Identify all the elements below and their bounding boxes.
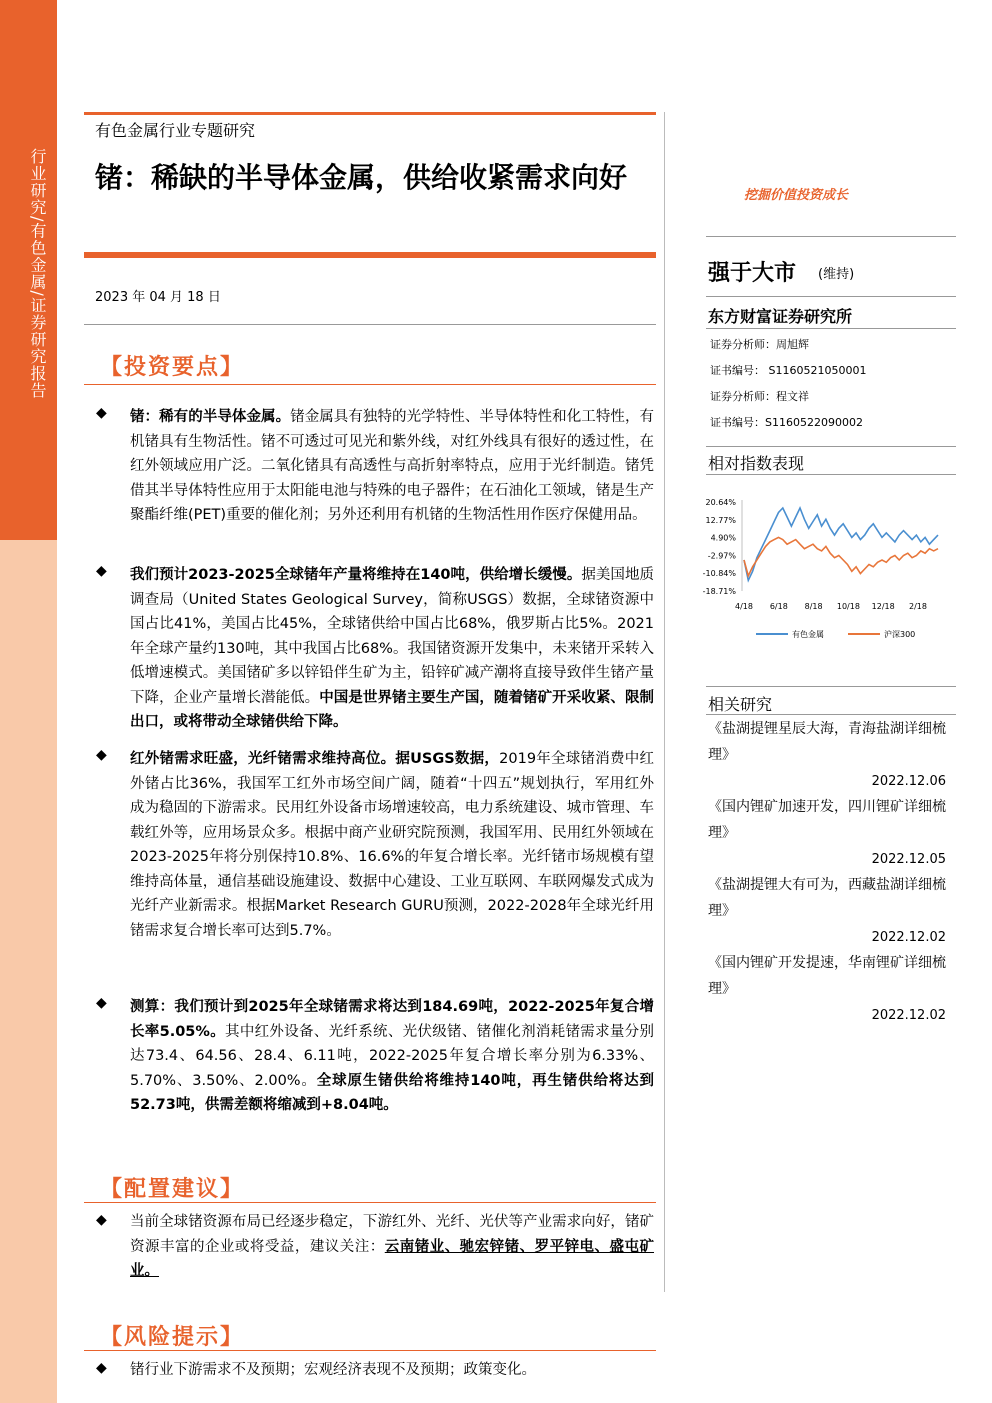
bullet-icon: ◆: [96, 1360, 107, 1376]
column-divider: [664, 112, 665, 1292]
paragraph-4-lead: 测算：我们预计到2025年全球锗需求将达到184.69吨，2022-2025年复合增长率5.05%。: [130, 999, 654, 1040]
date-rule: [84, 324, 656, 325]
paragraph-2-body: 据美国地质调查局（United States Geological Survey，简称USGS）数据，全球锗资源中国占比41%，美国占比45%，全球锗供给中国占比68%，俄罗斯占比5%。2021年全球产量约130吨，其中我国占比68%。我国锗资源开发集中，未来锗开采转入低增速模式。美国锗矿多以锌铅伴生矿为主，铅锌矿减产潮将直接导致伴生锗产量下降，企业产量增长潜能低。: [130, 567, 654, 706]
analyst-1: 证券分析师：周旭辉: [710, 338, 809, 351]
x-tick-label: 8/18: [804, 602, 823, 611]
paragraph-4-body: 其中红外设备、光纤系统、光伏级锗、锗催化剂消耗锗需求量分别达73.4、64.56、28.4、6.11吨，2022-2025年复合增长率分别为6.33%、5.70%、3.50%、2.00%。: [130, 1023, 654, 1089]
paragraph-2-lead: 我们预计2023-2025全球锗年产量将维持在140吨，供给增长缓慢。: [130, 567, 582, 583]
section-rule: [84, 1202, 656, 1203]
y-tick-label: 12.77%: [705, 515, 736, 525]
sidebar-label: 行业研究/有色金属/证券研究报告: [28, 148, 47, 399]
bullet-icon: ◆: [96, 995, 107, 1011]
paragraph-5-body: 当前全球锗资源布局已经逐步稳定，下游红外、光纤、光伏等产业需求向好，锗矿资源丰富的企业或将受益，建议关注：: [130, 1214, 654, 1255]
rating: 强于大市: [708, 261, 797, 286]
related-heading: 相关研究: [708, 695, 773, 714]
bullet-icon: ◆: [96, 1212, 107, 1228]
y-tick-label: 20.64%: [705, 498, 736, 507]
section-investment-points: 【投资要点】: [100, 355, 245, 380]
section-risk: 【风险提示】: [100, 1325, 245, 1350]
section-rule: [84, 1350, 656, 1351]
right-rule: [706, 446, 956, 447]
legend-label: 沪深300: [884, 630, 916, 639]
series-line: [744, 537, 938, 575]
org-name: 东方财富证券研究所: [708, 307, 853, 326]
paragraph-4: [130, 995, 654, 1118]
paragraph-5: [130, 1210, 654, 1284]
paragraph-2: [130, 563, 654, 735]
header-rule: [84, 112, 656, 115]
paragraph-1-lead: 锗：稀有的半导体金属。: [130, 409, 291, 425]
right-rule: [706, 296, 956, 297]
bullet-icon: ◆: [96, 747, 107, 763]
right-rule: [706, 686, 956, 687]
right-rule: [706, 714, 956, 715]
relative-index-chart: [700, 488, 960, 648]
x-tick-label: 4/18: [735, 602, 753, 611]
slogan: 挖掘价值投资成长: [744, 188, 849, 203]
series-line: [744, 508, 938, 580]
related-item[interactable]: 《国内锂矿开发提速，华南锂矿详细梳理》: [708, 955, 946, 997]
related-item[interactable]: 《国内锂矿加速开发，四川锂矿详细梳理》: [708, 799, 946, 841]
related-date: 2022.12.05: [871, 852, 946, 867]
cert-2: 证书编号：S1160522090002: [710, 416, 863, 429]
report-type: 有色金属行业专题研究: [95, 121, 256, 140]
related-item[interactable]: 《盐湖提锂星辰大海，青海盐湖详细梳理》: [708, 721, 946, 763]
right-rule: [706, 328, 956, 329]
related-item[interactable]: 《盐湖提锂大有可为，西藏盐湖详细梳理》: [708, 877, 946, 919]
x-tick-label: 12/18: [871, 602, 895, 611]
related-date: 2022.12.06: [871, 774, 946, 789]
cert-1: 证书编号： S1160521050001: [710, 364, 867, 377]
side-band-light: [0, 540, 57, 1403]
right-rule: [706, 474, 956, 475]
bullet-icon: ◆: [96, 405, 107, 421]
paragraph-3-body: 2019年全球锗消费中红外锗占比36%，我国军工红外市场空间广阔，随着“十四五”规划执行，军用红外成为稳固的下游需求。民用红外设备市场增速较高，电力系统建设、城市管理、车载红外等，应用场景众多。根据中商产业研究院预测，我国军用、民用红外领域在2023-2025年将分别保持10.8%、16.6%的年复合增长率。光纤锗市场规模有望维持高体量，通信基础设施建设、数据中心建设、工业互联网、车联网爆发式成为光纤产业新需求。根据Market Research GURU预测，2022-2028年全球光纤用锗需求复合增长率可达到5.7%。: [130, 751, 655, 939]
page-title: 锗：稀缺的半导体金属，供给收紧需求向好: [95, 161, 628, 194]
analyst-2: 证券分析师：程文祥: [710, 390, 809, 403]
x-tick-label: 10/18: [836, 602, 860, 611]
paragraph-1-body: 锗金属具有独特的光学特性、半导体特性和化工特性，有机锗具有生物活性。锗不可透过可见光和紫外线，对红外线具有很好的透过性，在红外领域应用广泛。二氧化锗具有高透性与高折射率特点，应用于光纤制造。锗凭借其半导体特性应用于太阳能电池与特殊的电子器件；在石油化工领域，锗是生产聚酯纤维(PET)重要的催化剂；另外还利用有机锗的生物活性用作医疗保健用品。: [130, 409, 655, 523]
legend-label: 有色金属: [792, 630, 824, 639]
section-allocation: 【配置建议】: [100, 1177, 245, 1202]
report-date: 2023 年 04 月 18 日: [95, 290, 221, 305]
recommended-companies: 云南锗业、驰宏锌锗、罗平锌电、盛屯矿业。: [130, 1238, 654, 1279]
x-tick-label: 6/18: [769, 602, 788, 611]
y-tick-label: 4.90%: [710, 533, 736, 543]
y-tick-label: -18.71%: [702, 587, 736, 596]
paragraph-1: [130, 405, 654, 528]
paragraph-3-lead: 红外锗需求旺盛，光纤锗需求维持高位。据USGS数据，: [130, 751, 500, 767]
related-date: 2022.12.02: [871, 1008, 946, 1023]
y-tick-label: -2.97%: [707, 551, 736, 561]
paragraph-3: [130, 747, 654, 943]
chart-heading: 相对指数表现: [708, 454, 805, 473]
x-tick-label: 2/18: [909, 602, 927, 611]
y-tick-label: -10.84%: [702, 569, 736, 579]
title-rule: [84, 252, 656, 258]
paragraph-4-conclusion: 全球原生锗供给将维持140吨，再生锗供给将达到52.73吨，供需差额将缩减到+8.04吨。: [130, 1072, 654, 1113]
paragraph-2-conclusion: 中国是世界锗主要生产国，随着锗矿开采收紧、限制出口，或将带动全球锗供给下降。: [130, 689, 655, 730]
paragraph-6: 锗行业下游需求不及预期；宏观经济表现不及预期；政策变化。: [130, 1362, 536, 1378]
section-rule: [84, 384, 656, 385]
bullet-icon: ◆: [96, 563, 107, 579]
rating-status: (维持): [818, 267, 855, 282]
right-rule: [706, 236, 956, 237]
related-date: 2022.12.02: [871, 930, 946, 945]
